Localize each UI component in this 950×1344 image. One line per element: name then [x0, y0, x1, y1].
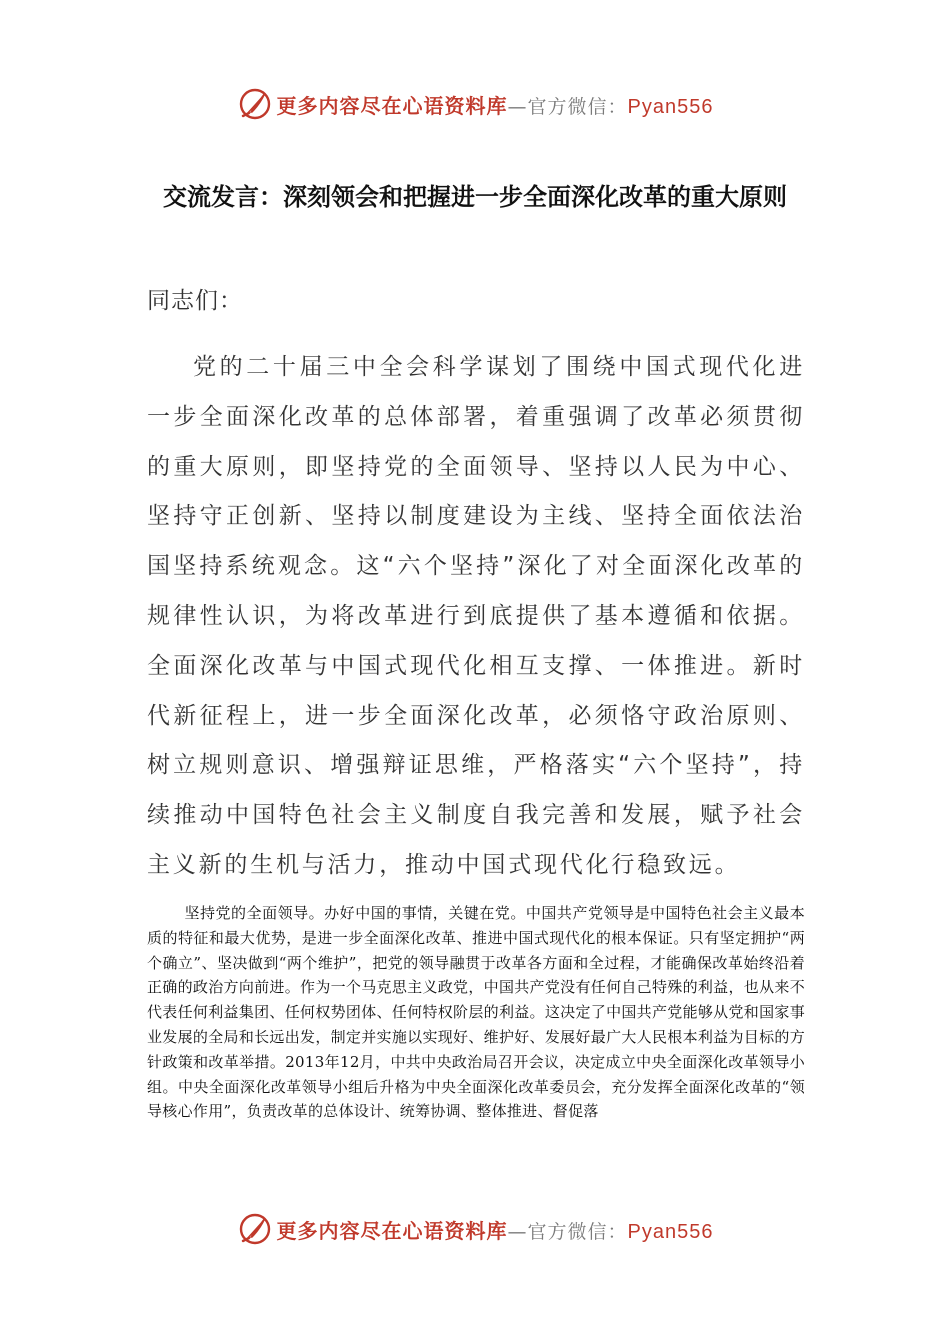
quill-logo-icon: [237, 86, 273, 122]
paragraph-intro: 党的二十届三中全会科学谋划了围绕中国式现代化进一步全面深化改革的总体部署，着重强调了改革必须贯彻的重大原则，即坚持党的全面领导、坚持以人民为中心、坚持守正创新、坚持以制度建设为主线、坚持全面依法治国坚持系统观念。这“六个坚持”深化了对全面深化改革的规律性认识，为将改革进行到底提供了基本遵循和依据。全面深化改革与中国式现代化相互支撑、一体推进。新时代新征程上，进一步全面深化改革，必须恪守政治原则、树立规则意识、增强辩证思维，严格落实“六个坚持”，持续推动中国特色社会主义制度自我完善和发展，赋予社会主义新的生机与活力，推动中国式现代化行稳致远。: [147, 354, 805, 878]
salutation: 同志们：: [147, 288, 243, 314]
banner-wechat-id: Pyan556: [627, 1220, 714, 1243]
banner-dash: —: [507, 95, 528, 118]
banner-wechat-label: 官方微信：: [527, 95, 628, 118]
footer-banner: [0, 1209, 950, 1249]
banner-main-text: 更多内容尽在心语资料库: [276, 1218, 508, 1243]
paragraph-party-leadership: 坚持党的全面领导。办好中国的事情，关键在党。中国共产党领导是中国特色社会主义最本质的特征和最大优势，是进一步全面深化改革、推进中国式现代化的根本保证。只有坚定拥护“两个确立”、坚决做到“两个维护”，把党的领导融贯于改革各方面和全过程，才能确保改革始终沿着正确的政治方向前进。作为一个马克思主义政党，中国共产党没有任何自己特殊的利益，也从来不代表任何利益集团、任何权势团体、任何特权阶层的利益。这决定了中国共产党能够从党和国家事业发展的全局和长远出发，制定并实施以实现好、维护好、发展好最广大人民根本利益为目标的方针政策和改革举措。2013年12月，中共中央政治局召开会议，决定成立中央全面深化改革领导小组。中央全面深化改革领导小组后升格为中央全面深化改革委员会，充分发挥全面深化改革的“领导核心作用”，负责改革的总体设计、统筹协调、整体推进、督促落: [147, 904, 805, 1121]
document-title: 交流发言：深刻领会和把握进一步全面深化改革的重大原则: [163, 182, 787, 211]
banner-wechat-id: Pyan556: [627, 95, 714, 118]
banner-dash: —: [507, 1220, 528, 1243]
quill-logo-icon: [237, 1211, 273, 1247]
banner-wechat-label: 官方微信：: [527, 1220, 628, 1243]
banner-main-text: 更多内容尽在心语资料库: [276, 93, 508, 118]
header-banner: [0, 84, 950, 124]
